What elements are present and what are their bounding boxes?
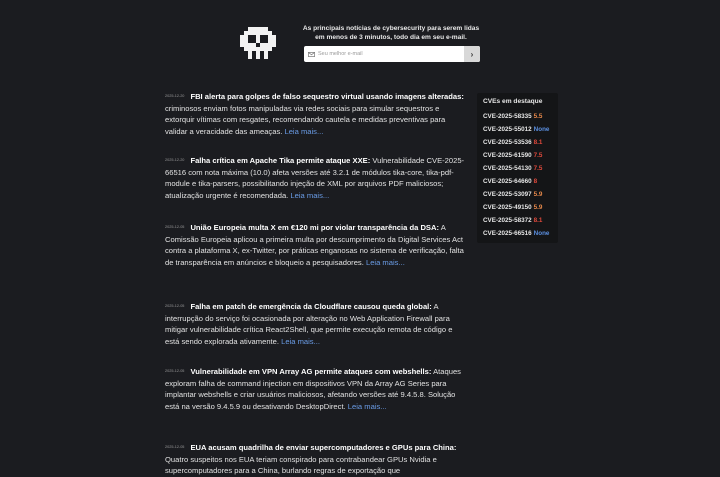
cve-score: 5.9 — [533, 204, 543, 211]
read-more-link[interactable]: Leia mais... — [284, 126, 324, 136]
cve-item[interactable] — [483, 113, 542, 120]
cve-score: None — [533, 230, 550, 237]
news-item — [165, 366, 468, 412]
news-date: 2025-12-05 — [165, 304, 185, 308]
featured-cves-heading: CVEs em destaque — [483, 98, 543, 105]
news-date: 2025-12-05 — [165, 369, 185, 373]
cve-id: CVE-2025-53097 — [483, 191, 532, 198]
news-title[interactable]: Vulnerabilidade em VPN Array AG permite ataques com webshells: — [190, 367, 432, 376]
newsletter-tagline: As principais notícias de cybersecurity para serem lidas em menos de 3 minutos, todo dia em seu e-mail. — [302, 25, 480, 41]
news-title[interactable]: Falha em patch de emergência da Cloudflare causou queda global: — [190, 302, 432, 311]
news-summary: Ataques exploram falha de command injection em dispositivos VPN da Array AG Series para implantar webshells e criar usuários maliciosos, afetando versões até 9.4.5.8. Solução está na versão 9.4.5.9 ou desativando DesktopDirect. — [165, 367, 461, 411]
news-date: 2025-12-20 — [165, 94, 185, 98]
read-more-link[interactable]: Leia mais... — [290, 190, 330, 200]
cve-id: CVE-2025-54130 — [483, 165, 532, 172]
news-summary: A Comissão Europeia aplicou a primeira multa por descumprimento da Digital Services Act contra a plataforma X, ex-Twitter, por práticas enganosas no sistema de verificação, falta de transparência em anúncios e bloqueio a pesquisadores. — [165, 223, 464, 267]
cve-item[interactable] — [483, 139, 542, 146]
cve-item[interactable] — [483, 178, 537, 185]
read-more-link[interactable]: Leia mais... — [281, 336, 320, 346]
news-title[interactable]: FBI alerta para golpes de falso sequestro virtual usando imagens alteradas: — [190, 92, 464, 101]
cve-score: 8 — [533, 178, 538, 185]
cve-item[interactable] — [483, 191, 542, 198]
cve-item[interactable] — [483, 230, 549, 237]
news-date: 2025-12-05 — [165, 225, 185, 229]
cve-id: CVE-2025-58372 — [483, 217, 532, 224]
mail-icon — [304, 46, 318, 62]
cve-id: CVE-2025-61590 — [483, 152, 532, 159]
news-summary: Vulnerabilidade CVE-2025-66516 com nota máxima (10.0) afeta versões até 3.2.1 de módulos tika-core, tika-pdf-module e tika-parsers, possibilitando injeção de XML por arquivos PDF maliciosos; atualização urgente é recomendada. — [165, 156, 465, 200]
cve-id: CVE-2025-55012 — [483, 126, 532, 133]
cve-score: None — [533, 126, 550, 133]
cve-id: CVE-2025-49150 — [483, 204, 532, 211]
news-item — [165, 91, 468, 137]
cve-score: 8.1 — [533, 217, 543, 224]
email-input[interactable] — [318, 47, 456, 61]
news-item — [165, 222, 468, 268]
news-summary: Quatro suspeitos nos EUA teriam conspirado para contrabandear GPUs Nvidia e supercomputadores para a China, burlando regras de exportação que — [165, 454, 437, 476]
cve-item[interactable] — [483, 204, 542, 211]
news-title[interactable]: Falha crítica em Apache Tika permite ataque XXE: — [190, 156, 371, 165]
cve-score: 5.9 — [533, 191, 543, 198]
cve-id: CVE-2025-53536 — [483, 139, 532, 146]
cve-id: CVE-2025-66516 — [483, 230, 532, 237]
news-summary: A interrupção do serviço foi ocasionada por alteração no Web Application Firewall para mitigar vulnerabilidade crítica React2Shell, que permite execução remota de código e está sendo explorada ativamente. — [165, 302, 453, 346]
news-date: 2025-12-20 — [165, 158, 185, 162]
news-date: 2025-12-05 — [165, 445, 185, 449]
cve-item[interactable] — [483, 217, 542, 224]
cve-score: 5.5 — [533, 113, 543, 120]
cve-score: 7.5 — [533, 165, 543, 172]
cve-item[interactable] — [483, 165, 542, 172]
newsletter-signup-form — [304, 46, 480, 62]
cve-score: 8.1 — [533, 139, 543, 146]
cve-id: CVE-2025-58335 — [483, 113, 532, 120]
cve-score: 7.5 — [533, 152, 543, 159]
chevron-right-icon: › — [470, 49, 474, 59]
cve-id: CVE-2025-64660 — [483, 178, 532, 185]
read-more-link[interactable]: Leia mais... — [347, 401, 387, 411]
pixel-skull-logo — [240, 27, 276, 59]
news-title[interactable]: EUA acusam quadrilha de enviar supercomputadores e GPUs para China: — [190, 443, 457, 452]
cve-item[interactable] — [483, 126, 549, 133]
cve-item[interactable] — [483, 152, 542, 159]
news-summary: criminosos enviam fotos manipuladas via redes sociais para simular sequestros e extorquir vítimas com resgates, recomendando cautela e medidas preventivas para validar a veracidade das ameaças. — [165, 103, 446, 136]
news-title[interactable]: União Europeia multa X em €120 mi por violar transparência da DSA: — [190, 223, 439, 232]
news-item — [165, 301, 468, 347]
subscribe-button[interactable] — [464, 46, 480, 62]
news-item — [165, 442, 468, 477]
featured-cves-panel — [477, 93, 558, 243]
news-item — [165, 155, 468, 201]
read-more-link[interactable]: Leia mais... — [365, 257, 405, 267]
